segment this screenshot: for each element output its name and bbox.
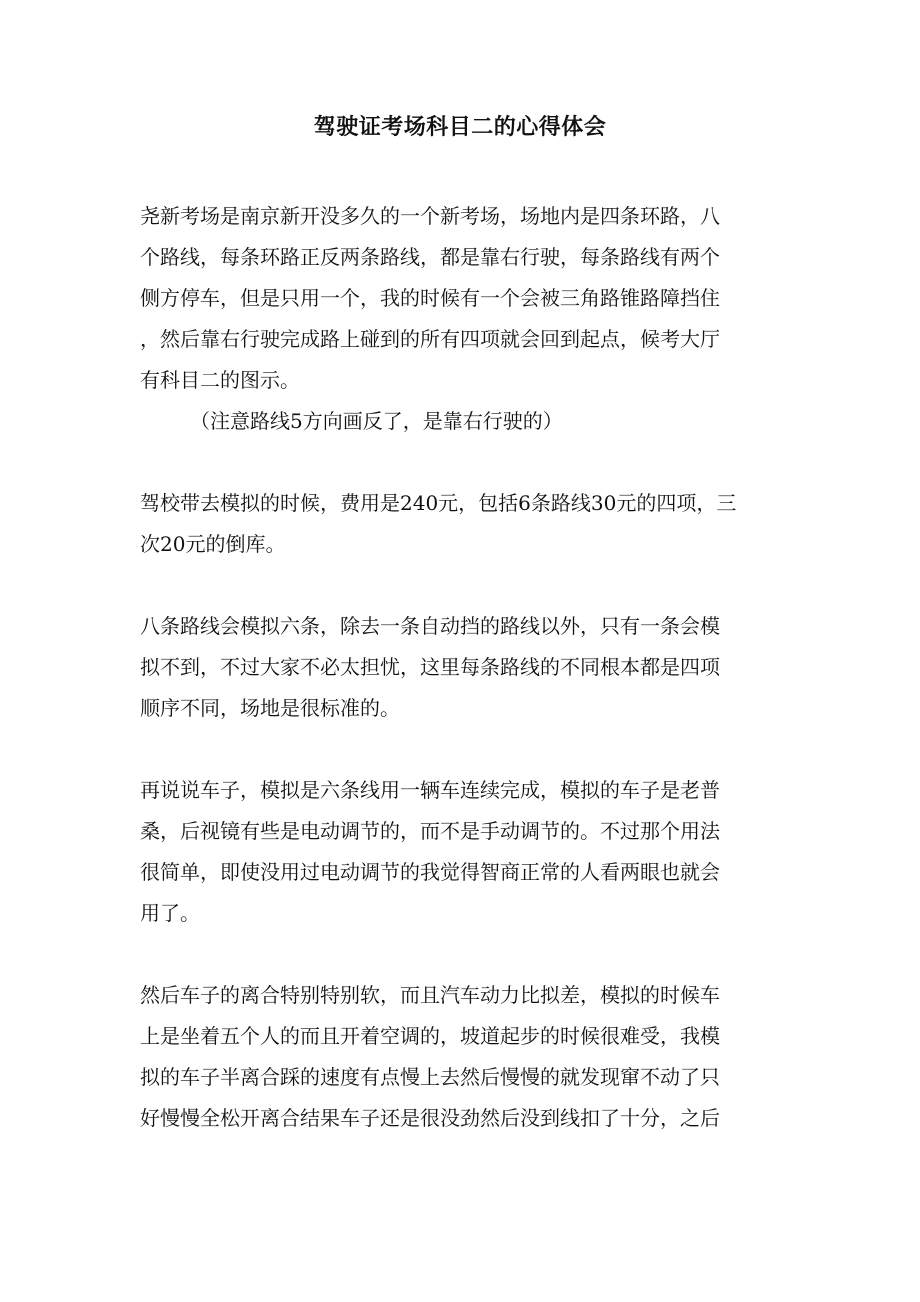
text-line: 有科目二的图示。 <box>140 368 300 392</box>
text-line: 桑，后视镜有些是电动调节的，而不是手动调节的。不过那个用法 <box>140 819 720 843</box>
paragraph-gap <box>140 934 780 975</box>
document-title: 驾驶证考场科目二的心得体会 <box>313 114 607 140</box>
paragraph-gap <box>140 442 780 483</box>
text-line: 用了。 <box>140 901 200 925</box>
text-line: 上是坐着五个人的而且开着空调的，坡道起步的时候很难受，我模 <box>140 1024 720 1048</box>
text-line: 次20元的倒库。 <box>140 532 286 556</box>
text-line: 八条路线会模拟六条，除去一条自动挡的路线以外，只有一条会模 <box>140 614 720 638</box>
text-line: 个路线，每条环路正反两条路线，都是靠右行驶，每条路线有两个 <box>140 245 720 269</box>
text-line: 驾校带去模拟的时候，费用是240元，包括6条路线30元的四项，三 <box>140 491 737 515</box>
text-line: 好慢慢全松开离合结果车子还是很没劲然后没到线扣了十分，之后 <box>140 1106 720 1130</box>
text-line: 侧方停车，但是只用一个，我的时候有一个会被三角路锥路障挡住 <box>140 286 720 310</box>
paragraph-gap <box>140 565 780 606</box>
text-line: 顺序不同，场地是很标准的。 <box>140 696 400 720</box>
note-line: （注意路线5方向画反了，是靠右行驶的） <box>190 409 563 433</box>
text-line: 拟的车子半离合踩的速度有点慢上去然后慢慢的就发现窜不动了只 <box>140 1065 720 1089</box>
paragraph-gap <box>140 729 780 770</box>
text-line: 拟不到，不过大家不必太担忧，这里每条路线的不同根本都是四项 <box>140 655 720 679</box>
text-line: ，然后靠右行驶完成路上碰到的所有四项就会回到起点，候考大厅 <box>140 327 720 351</box>
text-line: 然后车子的离合特别特别软，而且汽车动力比拟差，模拟的时候车 <box>140 983 720 1007</box>
text-line: 很简单，即使没用过电动调节的我觉得智商正常的人看两眼也就会 <box>140 860 720 884</box>
text-line: 尧新考场是南京新开没多久的一个新考场，场地内是四条环路，八 <box>140 204 720 228</box>
document-body <box>140 196 780 1139</box>
text-line: 再说说车子，模拟是六条线用一辆车连续完成，模拟的车子是老普 <box>140 778 720 802</box>
